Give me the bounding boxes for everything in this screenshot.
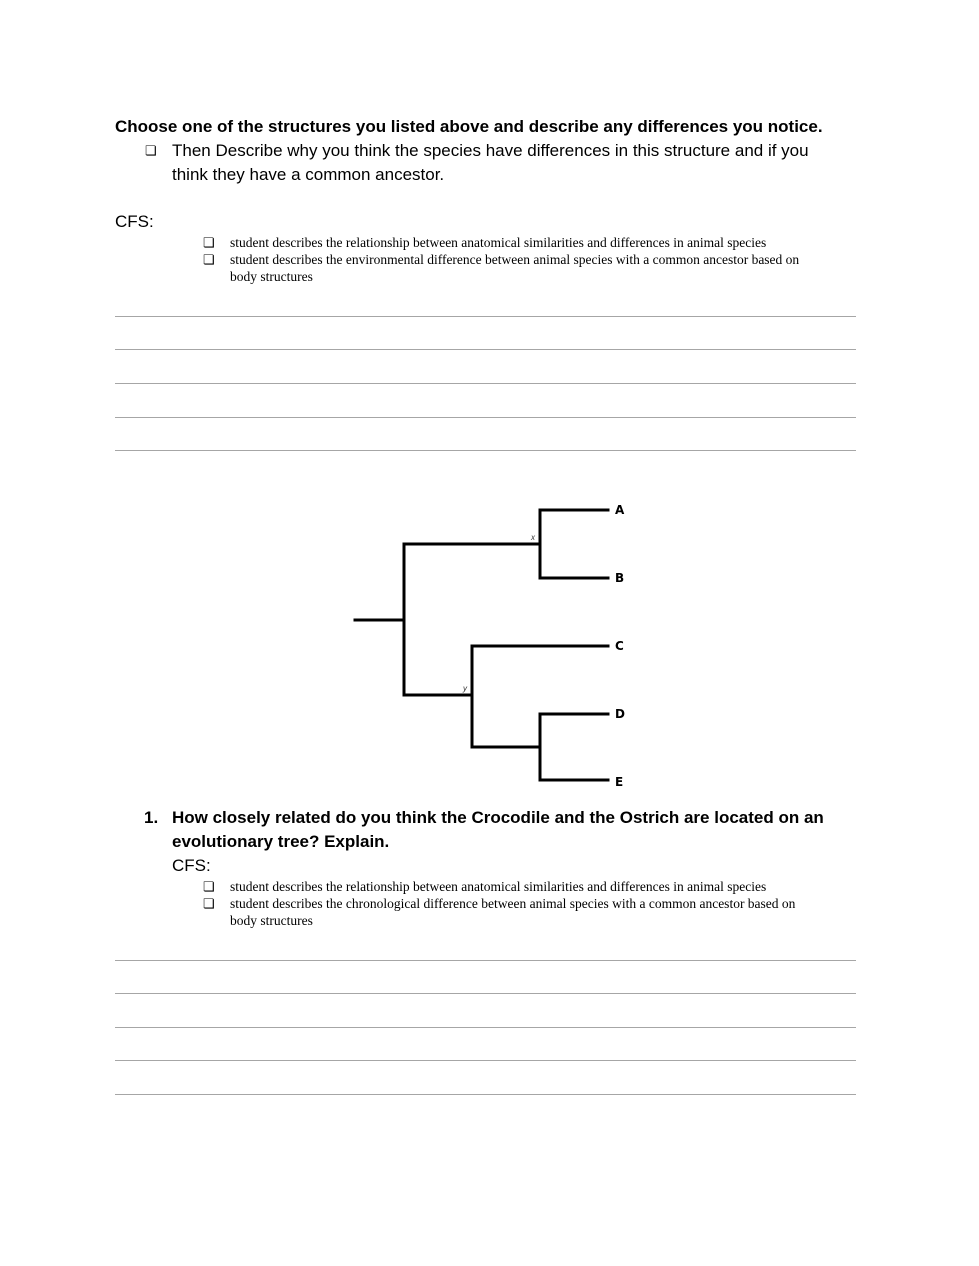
answer-line (115, 1094, 856, 1095)
leaf-label-a: A (615, 503, 625, 517)
cfs-item: student describes the relationship between anatomical similarities and differences in animal species (230, 879, 767, 894)
checkbox-icon: ❏ (203, 235, 215, 250)
checkbox-icon: ❏ (203, 879, 215, 894)
section1-subprompt-line1: Then Describe why you think the species have differences in this structure and if you (172, 141, 809, 160)
leaf-label-e: E (615, 775, 624, 789)
question-text-line2: evolutionary tree? Explain. (172, 832, 390, 851)
cfs-label: CFS: (115, 212, 154, 231)
node-label-y: y (463, 684, 467, 693)
section1-subprompt-line2: think they have a common ancestor. (172, 165, 445, 184)
question-text-line1: How closely related do you think the Crocodile and the Ostrich are located on an (172, 808, 824, 827)
cfs-item-continued: body structures (230, 913, 313, 928)
cfs-item: student describes the relationship between anatomical similarities and differences in animal species (230, 235, 767, 250)
section1-prompt: Choose one of the structures you listed above and describe any differences you notice. (115, 117, 823, 136)
checkbox-icon: ❏ (145, 143, 157, 158)
answer-line (115, 960, 856, 961)
cfs-label: CFS: (172, 856, 211, 875)
cfs-item: student describes the chronological difference between animal species with a common ancestor based on (230, 896, 796, 911)
question-number: 1. (144, 808, 159, 827)
node-label-x: x (531, 533, 535, 542)
checkbox-icon: ❏ (203, 252, 215, 267)
answer-line (115, 1027, 856, 1028)
cfs-item-continued: body structures (230, 269, 313, 284)
answer-line (115, 993, 856, 994)
leaf-label-c: C (615, 639, 624, 653)
cfs-item: student describes the environmental difference between animal species with a common ancestor based on (230, 252, 800, 267)
leaf-label-d: D (615, 707, 625, 721)
checkbox-icon: ❏ (203, 896, 215, 911)
leaf-label-b: B (615, 571, 625, 585)
answer-line (115, 1060, 856, 1061)
